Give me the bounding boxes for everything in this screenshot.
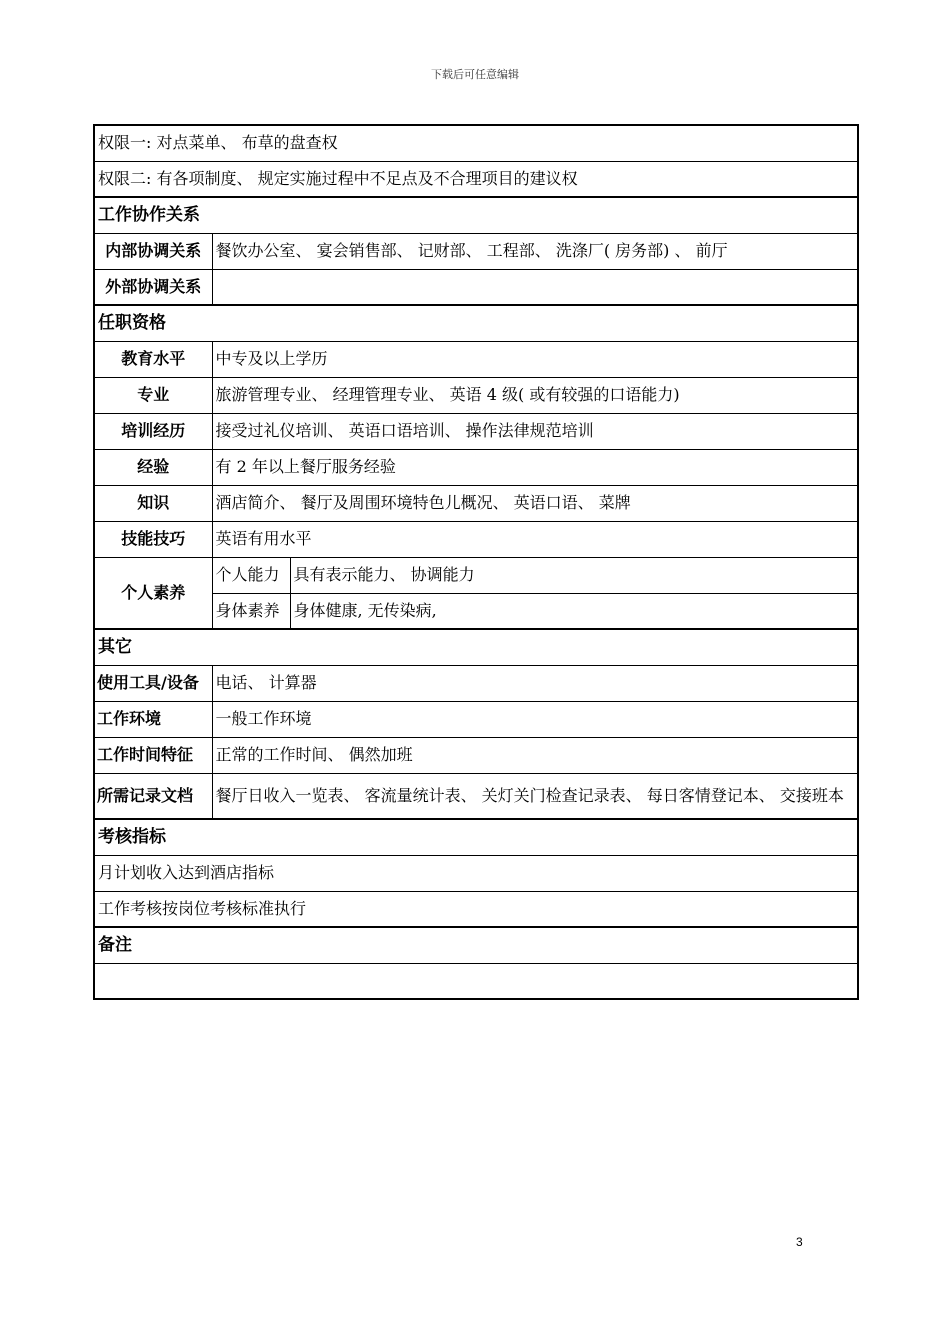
section-title-collaboration: 工作协作关系 <box>94 197 858 233</box>
records-row <box>94 773 858 819</box>
training-row <box>94 413 858 449</box>
ability-label: 个人能力 <box>212 557 290 593</box>
ability-value: 具有表示能力、 协调能力 <box>290 557 858 593</box>
education-value: 中专及以上学历 <box>212 341 858 377</box>
authority-1-text: 权限一: 对点菜单、 布草的盘查权 <box>94 125 858 161</box>
authority-2-text: 权限二: 有各项制度、 规定实施过程中不足点及不合理项目的建议权 <box>94 161 858 197</box>
experience-label: 经验 <box>94 449 212 485</box>
header-note: 下载后可任意编辑 <box>431 68 519 81</box>
skills-value: 英语有用水平 <box>212 521 858 557</box>
skills-label: 技能技巧 <box>94 521 212 557</box>
working-hours-label: 工作时间特征 <box>94 737 212 773</box>
assessment-1-text: 月计划收入达到酒店指标 <box>94 855 858 891</box>
section-qualifications <box>94 305 858 341</box>
internal-coordination-value: 餐饮办公室、 宴会销售部、 记财部、 工程部、 洗涤厂( 房务部) 、 前厅 <box>212 233 858 269</box>
records-label: 所需记录文档 <box>94 773 212 819</box>
page-number: 3 <box>796 1235 803 1249</box>
tools-value: 电话、 计算器 <box>212 665 858 701</box>
internal-coordination-label: 内部协调关系 <box>94 233 212 269</box>
major-label: 专业 <box>94 377 212 413</box>
training-label: 培训经历 <box>94 413 212 449</box>
personal-quality-label: 个人素养 <box>94 557 212 629</box>
training-value: 接受过礼仪培训、 英语口语培训、 操作法律规范培训 <box>212 413 858 449</box>
education-row <box>94 341 858 377</box>
major-value: 旅游管理专业、 经理管理专业、 英语 4 级( 或有较强的口语能力) <box>212 377 858 413</box>
external-coordination-label: 外部协调关系 <box>94 269 212 305</box>
physical-value: 身体健康, 无传染病, <box>290 593 858 629</box>
knowledge-row <box>94 485 858 521</box>
internal-coordination-row <box>94 233 858 269</box>
education-label: 教育水平 <box>94 341 212 377</box>
section-title-qualifications: 任职资格 <box>94 305 858 341</box>
tools-row <box>94 665 858 701</box>
physical-label: 身体素养 <box>212 593 290 629</box>
external-coordination-row <box>94 269 858 305</box>
section-assessment <box>94 819 858 855</box>
working-hours-row <box>94 737 858 773</box>
job-description-table <box>93 124 859 1000</box>
experience-value: 有 2 年以上餐厅服务经验 <box>212 449 858 485</box>
records-value: 餐厅日收入一览表、 客流量统计表、 关灯关门检查记录表、 每日客情登记本、 交接班本 <box>212 773 858 819</box>
authority-row-2 <box>94 161 858 197</box>
section-title-other: 其它 <box>94 629 858 665</box>
environment-row <box>94 701 858 737</box>
personal-ability-row <box>94 557 858 593</box>
assessment-2-text: 工作考核按岗位考核标准执行 <box>94 891 858 927</box>
working-hours-value: 正常的工作时间、 偶然加班 <box>212 737 858 773</box>
section-title-remarks: 备注 <box>94 927 858 963</box>
remarks-row <box>94 963 858 999</box>
environment-value: 一般工作环境 <box>212 701 858 737</box>
assessment-row-1 <box>94 855 858 891</box>
environment-label: 工作环境 <box>94 701 212 737</box>
external-coordination-value <box>212 269 858 305</box>
authority-row-1 <box>94 125 858 161</box>
section-collaboration <box>94 197 858 233</box>
remarks-value <box>94 963 858 999</box>
assessment-row-2 <box>94 891 858 927</box>
section-other <box>94 629 858 665</box>
experience-row <box>94 449 858 485</box>
skills-row <box>94 521 858 557</box>
section-remarks <box>94 927 858 963</box>
section-title-assessment: 考核指标 <box>94 819 858 855</box>
knowledge-value: 酒店简介、 餐厅及周围环境特色儿概况、 英语口语、 菜牌 <box>212 485 858 521</box>
major-row <box>94 377 858 413</box>
tools-label: 使用工具/设备 <box>94 665 212 701</box>
knowledge-label: 知识 <box>94 485 212 521</box>
